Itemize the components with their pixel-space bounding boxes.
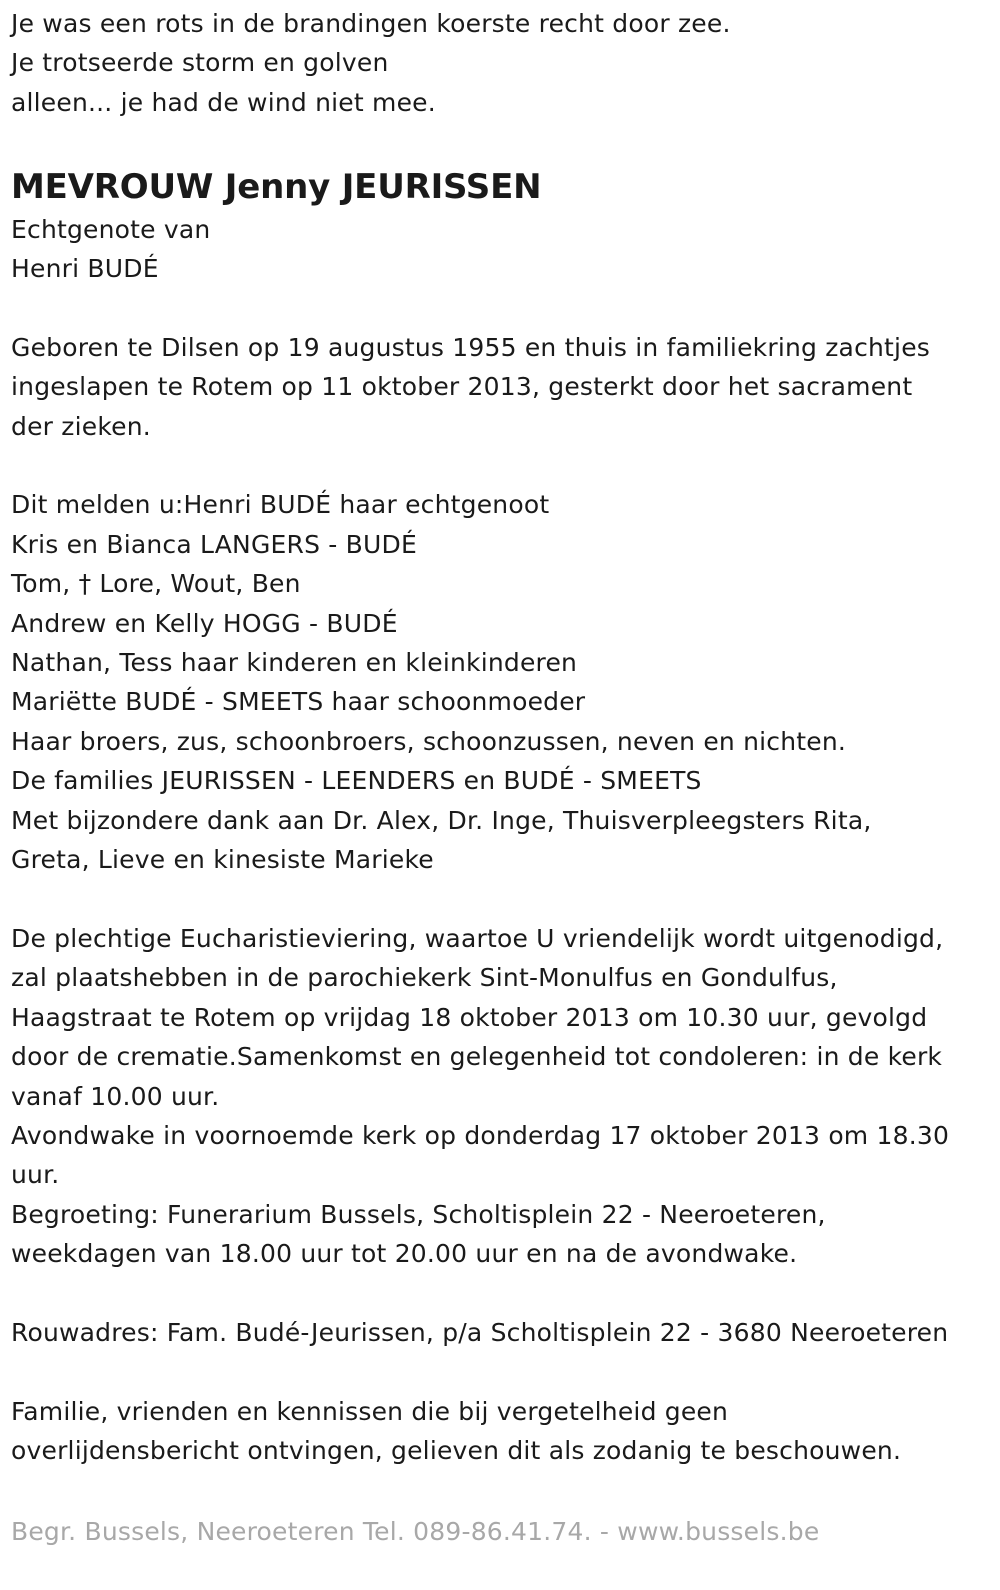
notice-section	[11, 1392, 986, 1471]
ceremony-line: zal plaatshebben in de parochiekerk Sint-Monulfus en Gondulfus,	[11, 963, 838, 993]
ceremony-line: vanaf 10.00 uur.	[11, 1081, 220, 1111]
family-line: Andrew en Kelly HOGG - BUDÉ	[11, 608, 398, 638]
ceremony-line: weekdagen van 18.00 uur tot 20.00 uur en na de avondwake.	[11, 1239, 798, 1269]
spouse-section	[11, 210, 986, 289]
poem-line: Je trotseerde storm en golven	[11, 48, 389, 78]
family-line: Greta, Lieve en kinesiste Marieke	[11, 845, 434, 875]
ceremony-section	[11, 919, 986, 1274]
family-line: Haar broers, zus, schoonbroers, schoonzussen, neven en nichten.	[11, 726, 847, 756]
spacer	[11, 1352, 986, 1391]
spacer	[11, 122, 986, 161]
spacer	[11, 288, 986, 327]
mourning-address: Rouwadres: Fam. Budé-Jeurissen, p/a Scholtisplein 22 - 3680 Neeroeteren	[11, 1317, 949, 1347]
ceremony-line: uur.	[11, 1160, 60, 1190]
ceremony-line: Haagstraat te Rotem op vrijdag 18 oktober 2013 om 10.30 uur, gevolgd	[11, 1002, 928, 1032]
family-section	[11, 485, 986, 879]
birth-death-section	[11, 328, 986, 446]
spouse-label: Echtgenote van	[11, 214, 211, 244]
poem-section	[11, 4, 986, 122]
notice-line: overlijdensbericht ontvingen, gelieven dit als zodanig te beschouwen.	[11, 1436, 902, 1466]
family-line: Met bijzondere dank aan Dr. Alex, Dr. Inge, Thuisverpleegsters Rita,	[11, 805, 872, 835]
ceremony-line: Begroeting: Funerarium Bussels, Scholtisplein 22 - Neeroeteren,	[11, 1199, 826, 1229]
poem-line: Je was een rots in de brandingen koerste recht door zee.	[11, 9, 731, 38]
poem-line: alleen... je had de wind niet mee.	[11, 87, 436, 117]
notice-line: Familie, vrienden en kennissen die bij vergetelheid geen	[11, 1396, 729, 1426]
spacer	[11, 879, 986, 918]
spacer	[11, 1274, 986, 1313]
spouse-name: Henri BUDÉ	[11, 254, 159, 284]
ceremony-line: door de crematie.Samenkomst en gelegenheid tot condoleren: in de kerk	[11, 1042, 943, 1072]
obituary-document	[11, 4, 986, 1471]
ceremony-line: Avondwake in voornoemde kerk op donderdag 17 oktober 2013 om 18.30	[11, 1120, 950, 1150]
birth-death-line: Geboren te Dilsen op 19 augustus 1955 en thuis in familiekring zachtjes	[11, 332, 931, 362]
funeral-home-footer: Begr. Bussels, Neeroeteren Tel. 089-86.41.74. - www.bussels.be	[11, 1517, 820, 1546]
birth-death-line: der zieken.	[11, 411, 151, 441]
deceased-name-title: MEVROUW Jenny JEURISSEN	[11, 166, 542, 207]
family-line: Tom, † Lore, Wout, Ben	[11, 569, 301, 599]
family-line: Kris en Bianca LANGERS - BUDÉ	[11, 529, 417, 559]
family-line: Nathan, Tess haar kinderen en kleinkinderen	[11, 648, 578, 678]
family-line: De families JEURISSEN - LEENDERS en BUDÉ - SMEETS	[11, 766, 702, 796]
family-line: Dit melden u:Henri BUDÉ haar echtgenoot	[11, 490, 550, 520]
spacer	[11, 446, 986, 485]
ceremony-line: De plechtige Eucharistieviering, waartoe U vriendelijk wordt uitgenodigd,	[11, 923, 944, 953]
birth-death-line: ingeslapen te Rotem op 11 oktober 2013, gesterkt door het sacrament	[11, 372, 913, 402]
family-line: Mariëtte BUDÉ - SMEETS haar schoonmoeder	[11, 687, 586, 717]
